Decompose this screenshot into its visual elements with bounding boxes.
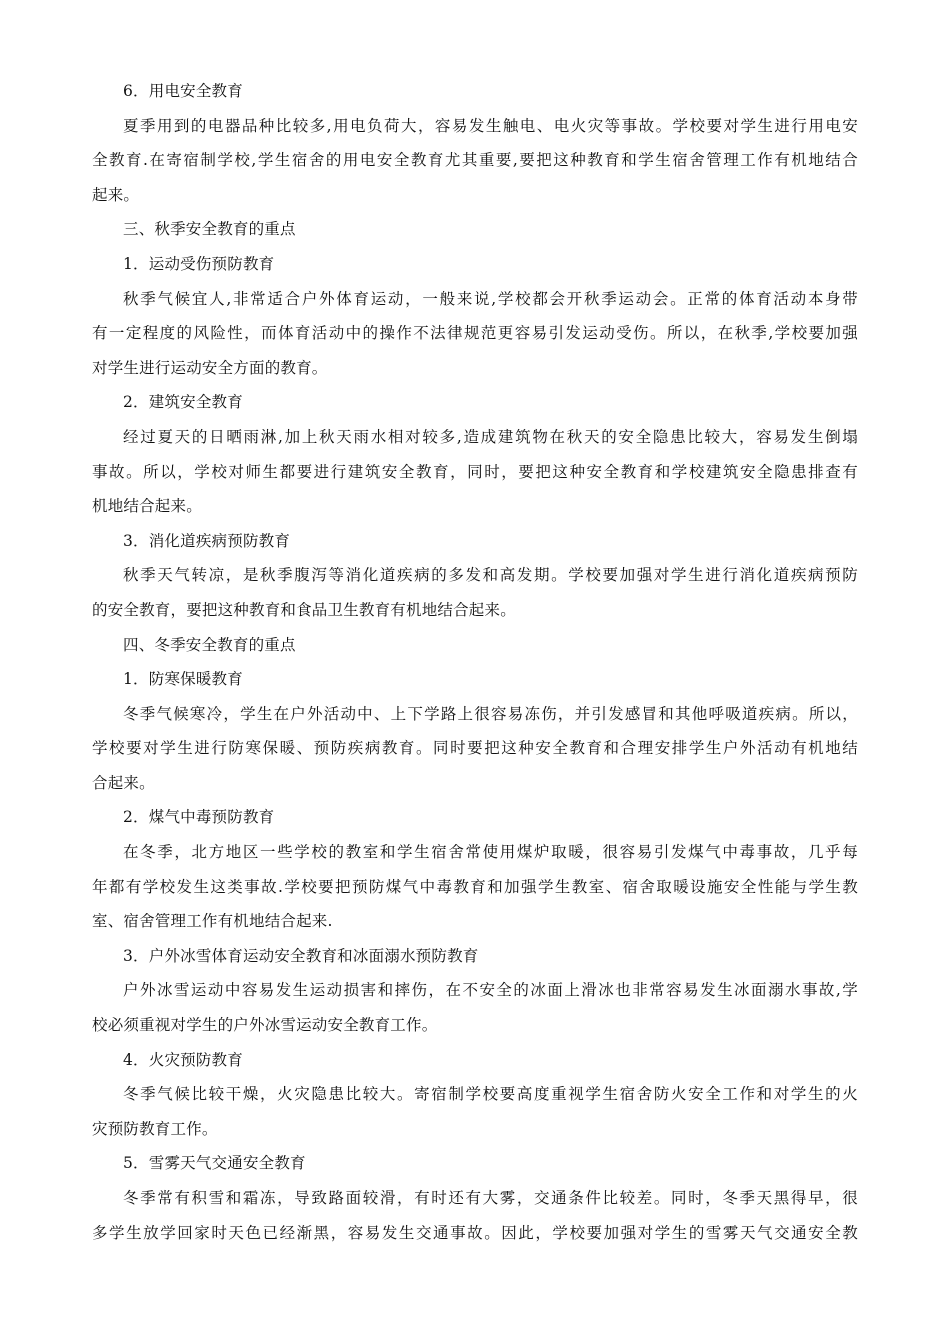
text-line: 学校要对学生进行防寒保暖、预防疾病教育。同时要把这种安全教育和合理安排学生户外活动有机地结: [92, 739, 858, 758]
text-line: 冬季气候比较干燥，火灾隐患比较大。寄宿制学校要高度重视学生宿舍防火安全工作和对学生的火: [123, 1085, 858, 1104]
text-line: 6．用电安全教育: [123, 82, 243, 100]
text-line: 多学生放学回家时天色已经渐黑，容易发生交通事故。因此，学校要加强对学生的雪雾天气交通安全教: [92, 1223, 858, 1242]
text-line: 对学生进行运动安全方面的教育。: [92, 358, 328, 377]
text-line: 的安全教育，要把这种教育和食品卫生教育有机地结合起来。: [92, 600, 516, 619]
text-line: 有一定程度的风险性，而体育活动中的操作不法律规范更容易引发运动受伤。所以，在秋季,学校要加强: [92, 324, 858, 343]
text-line: 灾预防教育工作。: [92, 1119, 218, 1138]
text-line: 经过夏天的日晒雨淋,加上秋天雨水相对较多,造成建筑物在秋天的安全隐患比较大，容易发生倒塌: [123, 427, 858, 446]
text-line: 夏季用到的电器品种比较多,用电负荷大，容易发生触电、电火灾等事故。学校要对学生进行用电安: [123, 116, 858, 135]
document-page: [92, 74, 858, 1250]
text-line: 机地结合起来。: [92, 497, 202, 516]
text-line: 全教育.在寄宿制学校,学生宿舍的用电安全教育尤其重要,要把这种教育和学生宿舍管理工作有机地结合: [92, 151, 858, 170]
text-line: 户外冰雪运动中容易发生运动损害和摔伤，在不安全的冰面上滑冰也非常容易发生冰面溺水事故,学: [123, 981, 858, 1000]
text-line: 2．建筑安全教育: [123, 393, 243, 412]
text-line: 冬季气候寒冷，学生在户外活动中、上下学路上很容易冻伤，并引发感冒和其他呼吸道疾病。所以，: [123, 704, 858, 723]
text-line: 三、秋季安全教育的重点: [123, 220, 296, 239]
text-line: 3．户外冰雪体育运动安全教育和冰面溺水预防教育: [123, 946, 479, 965]
text-line: 在冬季，北方地区一些学校的教室和学生宿舍常使用煤炉取暖，很容易引发煤气中毒事故，几乎每: [123, 843, 858, 862]
text-line: 起来。: [92, 185, 140, 204]
text-line: 年都有学校发生这类事故.学校要把预防煤气中毒教育和加强学生教室、宿舍取暖设施安全性能与学生教: [92, 877, 858, 896]
text-line: 室、宿舍管理工作有机地结合起来.: [92, 912, 333, 931]
text-line: 2．煤气中毒预防教育: [123, 808, 275, 827]
text-line: 四、冬季安全教育的重点: [123, 635, 296, 654]
text-line: 合起来。: [92, 773, 155, 792]
text-line: 4．火灾预防教育: [123, 1050, 243, 1069]
text-line: 秋季气候宜人,非常适合户外体育运动，一般来说,学校都会开秋季运动会。正常的体育活动本身带: [123, 289, 858, 308]
text-line: 5．雪雾天气交通安全教育: [123, 1154, 306, 1173]
text-line: 冬季常有积雪和霜冻，导致路面较滑，有时还有大雾，交通条件比较差。同时，冬季天黑得早，很: [123, 1189, 858, 1207]
text-line: 事故。所以，学校对师生都要进行建筑安全教育，同时，要把这种安全教育和学校建筑安全隐患排查有: [92, 462, 858, 481]
text-line: 1．防寒保暖教育: [123, 670, 243, 689]
text-line: 3．消化道疾病预防教育: [123, 531, 291, 550]
text-line: 秋季天气转凉，是秋季腹泻等消化道疾病的多发和高发期。学校要加强对学生进行消化道疾病预防: [123, 566, 858, 585]
text-line: 1．运动受伤预防教育: [123, 254, 275, 273]
text-line: 校必须重视对学生的户外冰雪运动安全教育工作。: [92, 1016, 438, 1035]
